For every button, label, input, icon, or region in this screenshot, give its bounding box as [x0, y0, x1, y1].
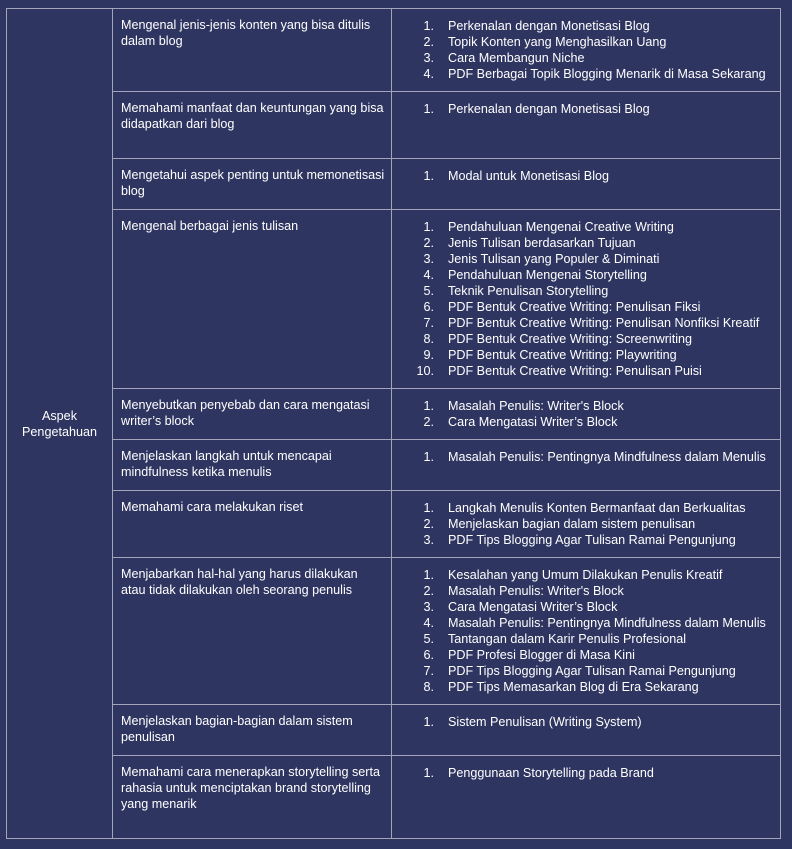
topic-item — [406, 647, 776, 663]
topic-list — [406, 765, 776, 781]
topic-item — [406, 532, 776, 548]
topic-item — [406, 331, 776, 347]
aspect-label: Aspek Pengetahuan — [7, 9, 113, 839]
table-row — [7, 558, 781, 705]
topic-item — [406, 765, 776, 781]
topic-number: 1. — [423, 19, 434, 33]
topics-cell — [392, 440, 781, 491]
topic-item — [406, 714, 776, 730]
topic-title: PDF Bentuk Creative Writing: Penulisan Nonfiksi Kreatif — [448, 316, 760, 330]
topics-cell — [392, 705, 781, 756]
topic-title: Perkenalan dengan Monetisasi Blog — [448, 19, 650, 33]
topic-number: 1. — [423, 766, 434, 780]
topic-list — [406, 500, 776, 548]
topic-number: 1. — [423, 399, 434, 413]
topic-title: Jenis Tulisan berdasarkan Tujuan — [448, 236, 636, 250]
topic-list — [406, 168, 776, 184]
topic-number: 8. — [423, 332, 434, 346]
topic-title: Cara Membangun Niche — [448, 51, 585, 65]
topic-title: PDF Bentuk Creative Writing: Playwriting — [448, 348, 677, 362]
topic-item — [406, 663, 776, 679]
topics-cell — [392, 756, 781, 839]
topic-number: 9. — [423, 348, 434, 362]
topic-title: Masalah Penulis: Pentingnya Mindfulness dalam Menulis — [448, 616, 766, 630]
topic-number: 1. — [423, 220, 434, 234]
topic-number: 1. — [423, 501, 434, 515]
table-row — [7, 9, 781, 92]
topic-number: 5. — [423, 632, 434, 646]
topic-item — [406, 168, 776, 184]
topic-number: 7. — [423, 316, 434, 330]
topic-list — [406, 714, 776, 730]
topics-cell — [392, 159, 781, 210]
topic-title: PDF Bentuk Creative Writing: Penulisan Fiksi — [448, 300, 701, 314]
topics-cell — [392, 92, 781, 159]
topic-item — [406, 615, 776, 631]
table-row — [7, 210, 781, 389]
topic-item — [406, 50, 776, 66]
topic-item — [406, 66, 776, 82]
objective-cell: Memahami manfaat dan keuntungan yang bisa didapatkan dari blog — [113, 92, 392, 159]
topic-item — [406, 283, 776, 299]
topic-number: 4. — [423, 616, 434, 630]
topic-list — [406, 398, 776, 430]
topic-item — [406, 18, 776, 34]
topic-title: Jenis Tulisan yang Populer & Diminati — [448, 252, 660, 266]
topic-title: Langkah Menulis Konten Bermanfaat dan Berkualitas — [448, 501, 746, 515]
objective-cell: Mengenal jenis-jenis konten yang bisa ditulis dalam blog — [113, 9, 392, 92]
topic-item — [406, 414, 776, 430]
topic-title: Kesalahan yang Umum Dilakukan Penulis Kreatif — [448, 568, 723, 582]
topic-title: PDF Profesi Blogger di Masa Kini — [448, 648, 635, 662]
table-body — [7, 9, 781, 839]
topic-number: 1. — [423, 169, 434, 183]
topic-number: 4. — [423, 268, 434, 282]
topic-title: Sistem Penulisan (Writing System) — [448, 715, 642, 729]
objective-cell: Memahami cara melakukan riset — [113, 491, 392, 558]
topic-number: 6. — [423, 648, 434, 662]
topic-item — [406, 500, 776, 516]
topic-item — [406, 251, 776, 267]
table-row — [7, 491, 781, 558]
table-row — [7, 389, 781, 440]
topic-title: Tantangan dalam Karir Penulis Profesional — [448, 632, 687, 646]
topic-item — [406, 679, 776, 695]
topic-number: 4. — [423, 67, 434, 81]
topic-title: Penggunaan Storytelling pada Brand — [448, 766, 654, 780]
topic-item — [406, 631, 776, 647]
topics-cell — [392, 389, 781, 440]
table-row — [7, 705, 781, 756]
topic-number: 1. — [423, 102, 434, 116]
table-row — [7, 756, 781, 839]
objective-cell: Mengetahui aspek penting untuk memonetisasi blog — [113, 159, 392, 210]
learning-objectives-table — [6, 8, 781, 839]
topic-item — [406, 347, 776, 363]
topic-title: Modal untuk Monetisasi Blog — [448, 169, 610, 183]
topic-item — [406, 267, 776, 283]
topic-title: Masalah Penulis: Writer's Block — [448, 584, 624, 598]
topic-number: 7. — [423, 664, 434, 678]
topic-item — [406, 599, 776, 615]
topic-number: 2. — [423, 35, 434, 49]
topic-item — [406, 363, 776, 379]
topic-title: Teknik Penulisan Storytelling — [448, 284, 609, 298]
topic-number: 3. — [423, 600, 434, 614]
topic-item — [406, 398, 776, 414]
topic-number: 2. — [423, 415, 434, 429]
topic-title: PDF Bentuk Creative Writing: Screenwriting — [448, 332, 693, 346]
topic-number: 1. — [423, 450, 434, 464]
topic-number: 5. — [423, 284, 434, 298]
topic-item — [406, 516, 776, 532]
topic-list — [406, 18, 776, 82]
topic-item — [406, 101, 776, 117]
table-row — [7, 92, 781, 159]
topic-title: Cara Mengatasi Writer’s Block — [448, 600, 618, 614]
objective-cell: Menjabarkan hal-hal yang harus dilakukan atau tidak dilakukan oleh seorang penulis — [113, 558, 392, 705]
objective-cell: Memahami cara menerapkan storytelling serta rahasia untuk menciptakan brand storytelling yang menarik — [113, 756, 392, 839]
topic-item — [406, 567, 776, 583]
topic-item — [406, 583, 776, 599]
topic-title: PDF Bentuk Creative Writing: Penulisan Puisi — [448, 364, 702, 378]
topic-number: 1. — [423, 568, 434, 582]
topic-title: PDF Tips Blogging Agar Tulisan Ramai Pengunjung — [448, 533, 736, 547]
topic-number: 2. — [423, 236, 434, 250]
objective-cell: Menyebutkan penyebab dan cara mengatasi writer’s block — [113, 389, 392, 440]
table-row — [7, 440, 781, 491]
objective-cell: Mengenal berbagai jenis tulisan — [113, 210, 392, 389]
topic-title: PDF Tips Memasarkan Blog di Era Sekarang — [448, 680, 699, 694]
topic-number: 10. — [416, 364, 434, 378]
topic-item — [406, 315, 776, 331]
topic-title: PDF Berbagai Topik Blogging Menarik di Masa Sekarang — [448, 67, 766, 81]
topics-cell — [392, 9, 781, 92]
topic-item — [406, 299, 776, 315]
topic-title: Menjelaskan bagian dalam sistem penulisan — [448, 517, 696, 531]
topic-title: Pendahuluan Mengenai Storytelling — [448, 268, 647, 282]
topic-item — [406, 235, 776, 251]
topic-number: 3. — [423, 51, 434, 65]
topic-title: Topik Konten yang Menghasilkan Uang — [448, 35, 667, 49]
topic-number: 8. — [423, 680, 434, 694]
table-row — [7, 159, 781, 210]
topics-cell — [392, 558, 781, 705]
topic-item — [406, 34, 776, 50]
topics-cell — [392, 491, 781, 558]
topics-cell — [392, 210, 781, 389]
topic-item — [406, 449, 776, 465]
topic-list — [406, 449, 776, 465]
topic-title: PDF Tips Blogging Agar Tulisan Ramai Pengunjung — [448, 664, 736, 678]
topic-item — [406, 219, 776, 235]
objective-cell: Menjelaskan bagian-bagian dalam sistem penulisan — [113, 705, 392, 756]
topic-number: 3. — [423, 533, 434, 547]
topic-title: Cara Mengatasi Writer’s Block — [448, 415, 618, 429]
topic-number: 3. — [423, 252, 434, 266]
topic-number: 1. — [423, 715, 434, 729]
topic-list — [406, 101, 776, 117]
objective-cell: Menjelaskan langkah untuk mencapai mindfulness ketika menulis — [113, 440, 392, 491]
topic-title: Perkenalan dengan Monetisasi Blog — [448, 102, 650, 116]
topic-number: 2. — [423, 517, 434, 531]
topic-title: Pendahuluan Mengenai Creative Writing — [448, 220, 674, 234]
topic-title: Masalah Penulis: Pentingnya Mindfulness dalam Menulis — [448, 450, 766, 464]
topic-list — [406, 567, 776, 695]
topic-number: 2. — [423, 584, 434, 598]
topic-list — [406, 219, 776, 379]
topic-number: 6. — [423, 300, 434, 314]
topic-title: Masalah Penulis: Writer's Block — [448, 399, 624, 413]
